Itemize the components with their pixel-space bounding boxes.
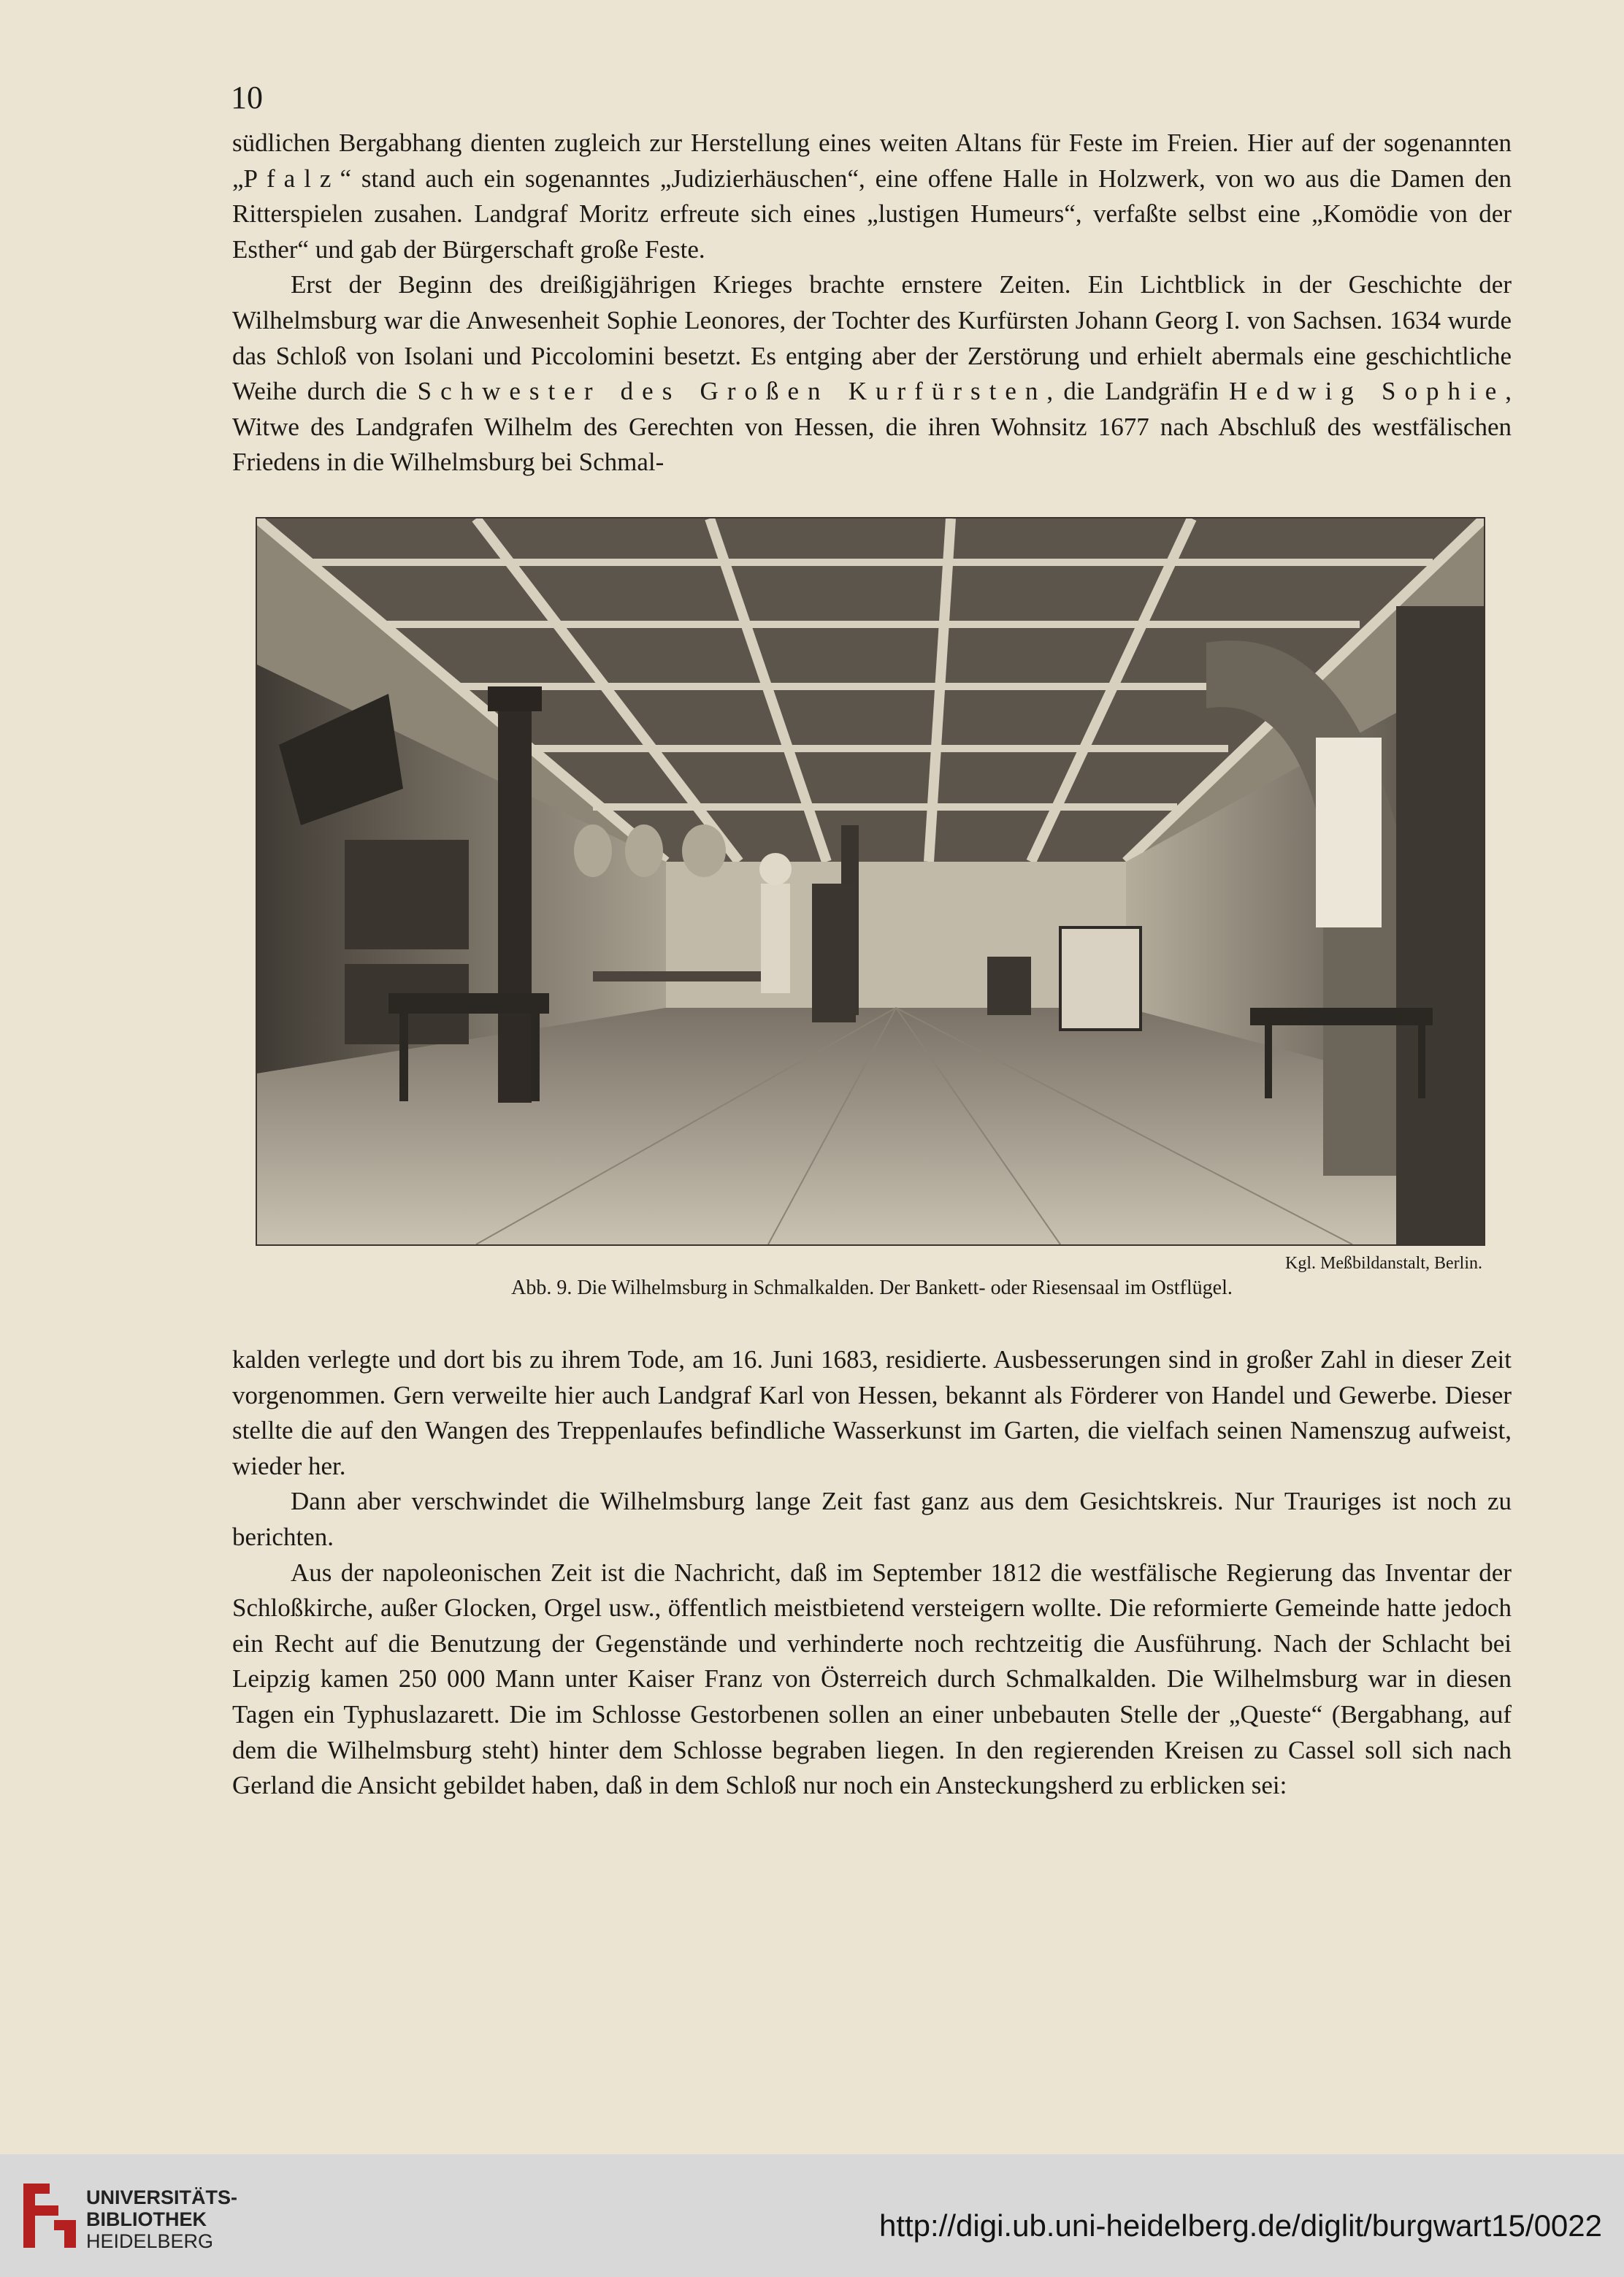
spaced-emphasis: Hedwig Sophie [1229,377,1506,406]
library-footer [0,2154,1624,2277]
figure-caption: Abb. 9. Die Wilhelmsburg in Schmalkalden. Der Bankett- oder Riesensaal im Ostflügel. [511,1277,1233,1299]
text-block-bottom [232,1342,1512,1804]
spaced-emphasis: Pfalz [243,164,340,193]
paragraph: südlichen Bergabhang dienten zugleich zur Herstellung eines weiten Altans für Feste im Freien. Hier auf der sogenannten „Pfalz“ stand auch ein sogenanntes „Judizierhäuschen“, eine offene Halle in Holzwerk, von wo aus die Damen den Ritterspielen zusahen. Landgraf Moritz erfreute sich eines „lustigen Humeurs“, verfaßte selbst eine „Komödie von der Esther“ und gab der Bürgerschaft große Feste. [232,129,1512,264]
paragraph: Dann aber verschwindet die Wilhelmsburg lange Zeit fast ganz aus dem Gesichtskreis. Nur Trauriges ist noch zu berichten. [232,1487,1512,1551]
hall-photograph [256,517,1485,1246]
page-number: 10 [231,80,263,115]
permalink-url[interactable]: http://digi.ub.uni-heidelberg.de/diglit/burgwart15/0022 [878,2208,1602,2243]
paragraph: Aus der napoleonischen Zeit ist die Nachricht, daß im September 1812 die westfälische Regierung das Inventar der Schloßkirche, außer Glocken, Orgel usw., öffentlich meistbietend versteigern wollte. Die reformierte Gemeinde hatte jedoch ein Recht auf die Benutzung der Gegenstände und verhinderte noch rechtzeitig die Ausführung. Nach der Schlacht bei Leipzig kamen 250 000 Mann unter Kaiser Franz von Österreich durch Schmalkalden. Die Wilhelmsburg war in diesen Tagen ein Typhuslazarett. Die im Schlosse Gestorbenen sollen an einer unbebauten Stelle der „Queste“ (Bergabhang, auf dem die Wilhelmsburg steht) hinter dem Schlosse begraben liegen. In den regierenden Kreisen zu Cassel soll sich nach Gerland die Ansicht gebildet haben, daß in dem Schloß nur noch ein Ansteckungsherd zu erblicken sei: [232,1558,1512,1800]
paragraph: kalden verlegte und dort bis zu ihrem Tode, am 16. Juni 1683, residierte. Ausbesserungen sind in großer Zahl in dieser Zeit vorgenommen. Gern verweilte hier auch Landgraf Karl von Hessen, bekannt als Förderer von Handel und Gewerbe. Dieser stellte die auf den Wangen des Treppenlaufes befindliche Wasserkunst im Garten, die vielfach seinen Namenszug aufweist, wieder her. [232,1345,1512,1480]
banquet-hall-illustration [257,518,1484,1244]
text-block-top [232,126,1512,481]
paragraph: Erst der Beginn des dreißigjährigen Krieges brachte ernstere Zeiten. Ein Lichtblick in der Geschichte der Wilhelmsburg war die Anwesenheit Sophie Leonores, der Tochter des Kurfürsten Johann Georg I. von Sachsen. 1634 wurde das Schloß von Isolani und Piccolomini besetzt. Es entging aber der Zerstörung und erhielt abermals eine geschichtliche Weihe durch die Schwester des Großen Kurfürsten, die Landgräfin Hedwig Sophie, Witwe des Landgrafen Wilhelm des Gerechten von Hessen, die ihren Wohnsitz 1677 nach Abschluß des westfälischen Friedens in die Wilhelmsburg bei Schmal- [232,270,1512,477]
library-name: UNIVERSITÄTS- BIBLIOTHEK HEIDELBERG [86,2186,238,2252]
figure-credit: Kgl. Meßbildanstalt, Berlin. [1285,1254,1482,1273]
university-library-logo-icon [20,2181,79,2251]
spaced-emphasis: Schwester des Großen Kurfürsten [417,377,1047,406]
